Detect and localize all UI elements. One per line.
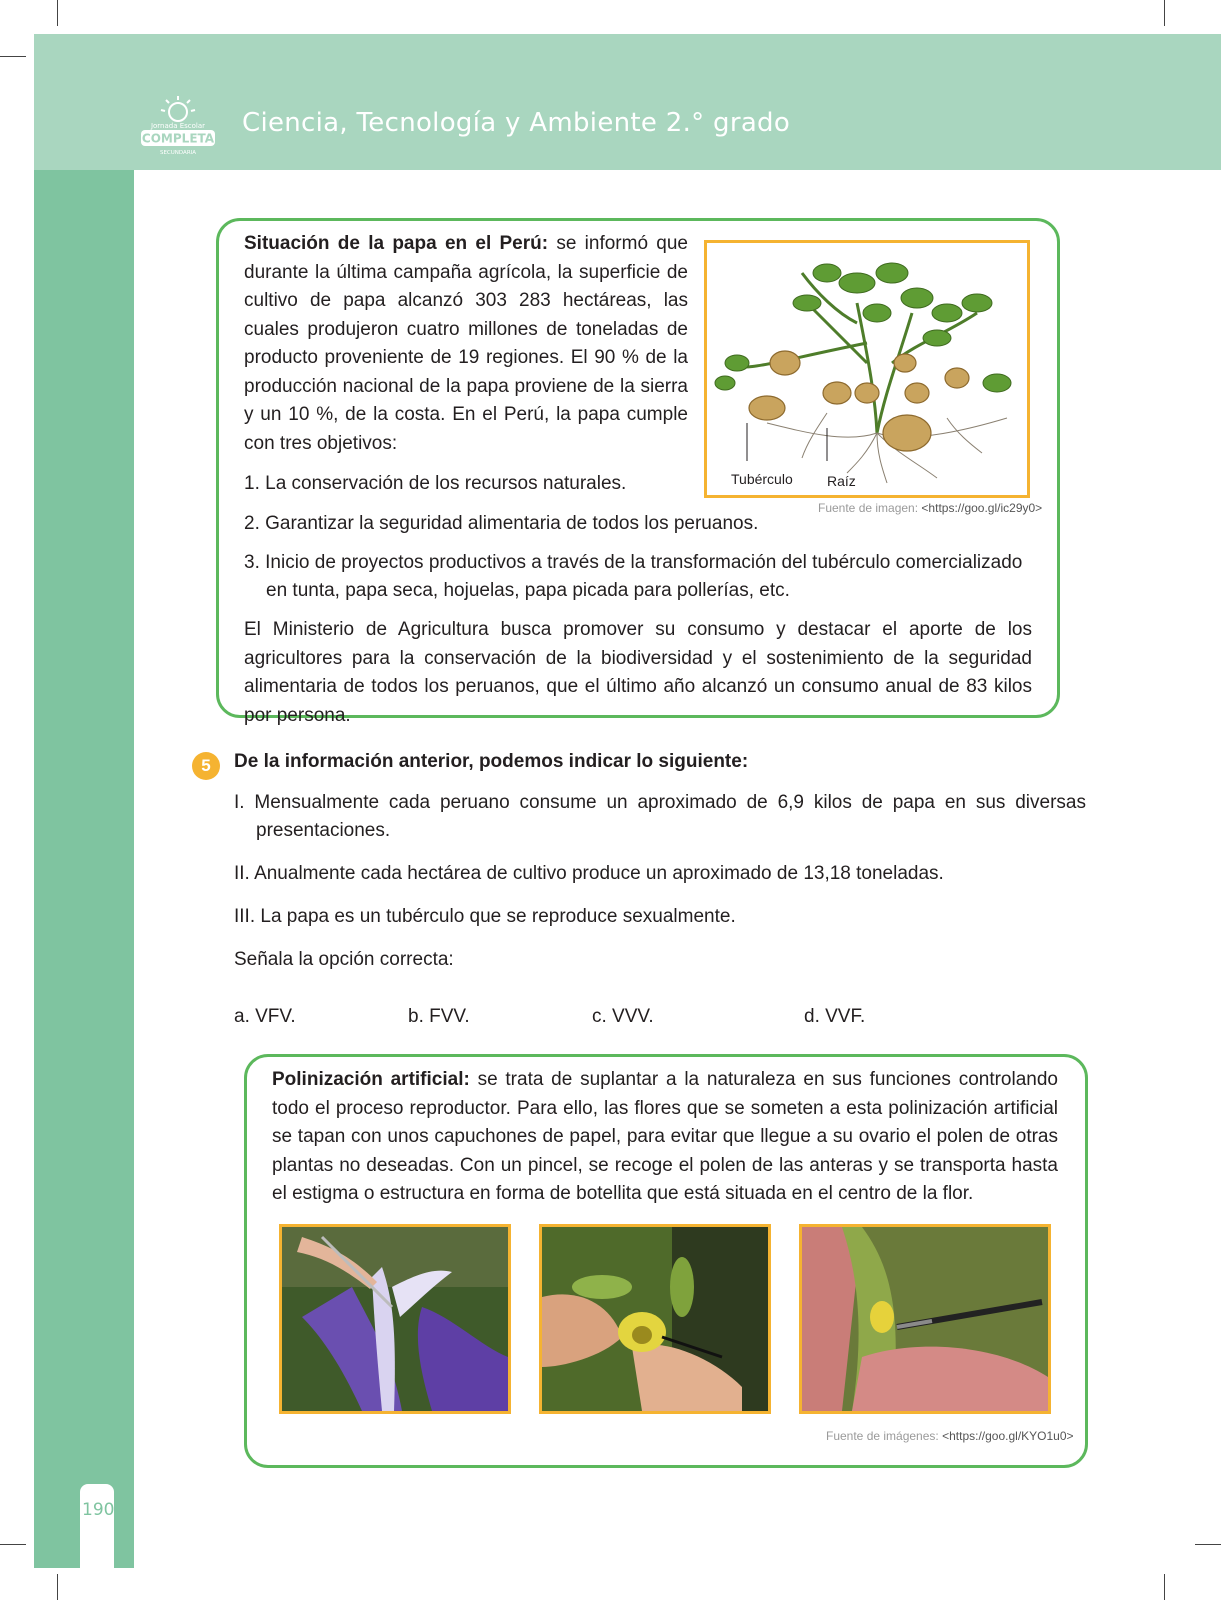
question-stem bbox=[234, 748, 748, 777]
potato-image-source bbox=[818, 501, 1042, 515]
option-c[interactable]: c. VVV. bbox=[592, 1006, 654, 1027]
objective-item-3: 3. Inicio de proyectos productivos a través de la transformación del tubérculo comercializado bbox=[244, 552, 1023, 573]
crop-mark bbox=[0, 56, 26, 57]
potato-intro-text: se informó que durante la última campaña agrícola, la superficie de cultivo de papa alcanzó 303 283 hectáreas, las cuales produjeron cuatro millones de toneladas de producto proveniente de 19 regiones. El 90 % de la producción nacional de la papa proviene de la sierra y un 10 %, de la costa. En el Perú, la papa cumple con tres objetivos: bbox=[244, 233, 688, 454]
sidebar-band bbox=[34, 170, 134, 1568]
ministry-paragraph: El Ministerio de Agricultura busca promover su consumo y destacar el aporte de los agricultores para la conservación de la biodiversidad y el sostenimiento de la seguridad alimentaria de todos los peruanos, que el último año alcanzó un consumo anual de 83 kilos por persona. bbox=[244, 619, 1032, 726]
potato-plant-image bbox=[704, 240, 1030, 498]
pollination-photo-brush bbox=[799, 1224, 1051, 1414]
pollination-photo-flower bbox=[539, 1224, 771, 1414]
label-tuber: Tubérculo bbox=[731, 471, 793, 487]
pollination-heading: Polinización artificial: bbox=[272, 1069, 470, 1090]
potato-intro-paragraph bbox=[244, 230, 688, 458]
pollination-image-source-url: <https://goo.gl/KYO1u0> bbox=[942, 1429, 1074, 1443]
pollination-image-source bbox=[826, 1429, 1074, 1443]
pollination-image-source-prefix: Fuente de imágenes: bbox=[826, 1429, 939, 1443]
potato-intro-heading: Situación de la papa en el Perú: bbox=[244, 233, 549, 254]
crop-mark bbox=[57, 1574, 58, 1600]
logo-text-main: COMPLETA bbox=[141, 131, 215, 146]
page-number-tab bbox=[80, 1484, 114, 1574]
question-stem-text: De la información anterior, podemos indicar lo siguiente: bbox=[234, 751, 749, 772]
crop-mark bbox=[0, 1544, 26, 1545]
label-root: Raíz bbox=[827, 473, 856, 489]
logo-text-top: Jornada Escolar bbox=[150, 122, 206, 130]
crop-mark bbox=[1164, 1574, 1165, 1600]
potato-image-source-prefix: Fuente de imagen: bbox=[818, 501, 919, 515]
pollination-text: se trata de suplantar a la naturaleza en sus funciones controlando todo el proceso reproductor. Para ello, las flores que se someten a esta polinización artificial se tapan con unos capuchones de papel, para evitar que llegue a su ovario el polen de otras plantas no deseadas. Con un pincel, se recoge el polen de las anteras y se transporta hasta el estigma o estructura en forma de botellita que está situada en el centro de la flor. bbox=[272, 1069, 1058, 1204]
crop-mark bbox=[1195, 1544, 1221, 1545]
logo-text-bottom: SECUNDARIA bbox=[159, 150, 197, 156]
statement-3: III. La papa es un tubérculo que se reproduce sexualmente. bbox=[234, 906, 736, 927]
statement-1-cont: presentaciones. bbox=[256, 820, 391, 841]
potato-image-source-url: <https://goo.gl/ic29y0> bbox=[921, 501, 1043, 515]
option-d[interactable]: d. VVF. bbox=[804, 1006, 866, 1027]
page-title: Ciencia, Tecnología y Ambiente 2.° grado bbox=[242, 108, 791, 138]
objective-item-3-cont: en tunta, papa seca, hojuelas, papa picada para pollerías, etc. bbox=[266, 580, 790, 601]
option-a[interactable]: a. VFV. bbox=[234, 1006, 296, 1027]
pollination-paragraph bbox=[272, 1066, 1058, 1209]
pollination-photo-iris bbox=[279, 1224, 511, 1414]
jec-logo bbox=[138, 94, 218, 158]
statement-2: II. Anualmente cada hectárea de cultivo produce un aproximado de 13,18 toneladas. bbox=[234, 863, 944, 884]
statement-1: I. Mensualmente cada peruano consume un aproximado de 6,9 kilos de papa en sus diversas bbox=[234, 792, 1086, 813]
page-number: 190 bbox=[82, 1500, 115, 1520]
answer-prompt: Señala la opción correcta: bbox=[234, 949, 454, 970]
objective-item-2: 2. Garantizar la seguridad alimentaria de todos los peruanos. bbox=[244, 513, 759, 534]
crop-mark bbox=[1164, 0, 1165, 26]
crop-mark bbox=[57, 0, 58, 26]
option-b[interactable]: b. FVV. bbox=[408, 1006, 470, 1027]
objective-item-1: 1. La conservación de los recursos naturales. bbox=[244, 473, 627, 494]
question-number-badge: 5 bbox=[192, 752, 220, 780]
